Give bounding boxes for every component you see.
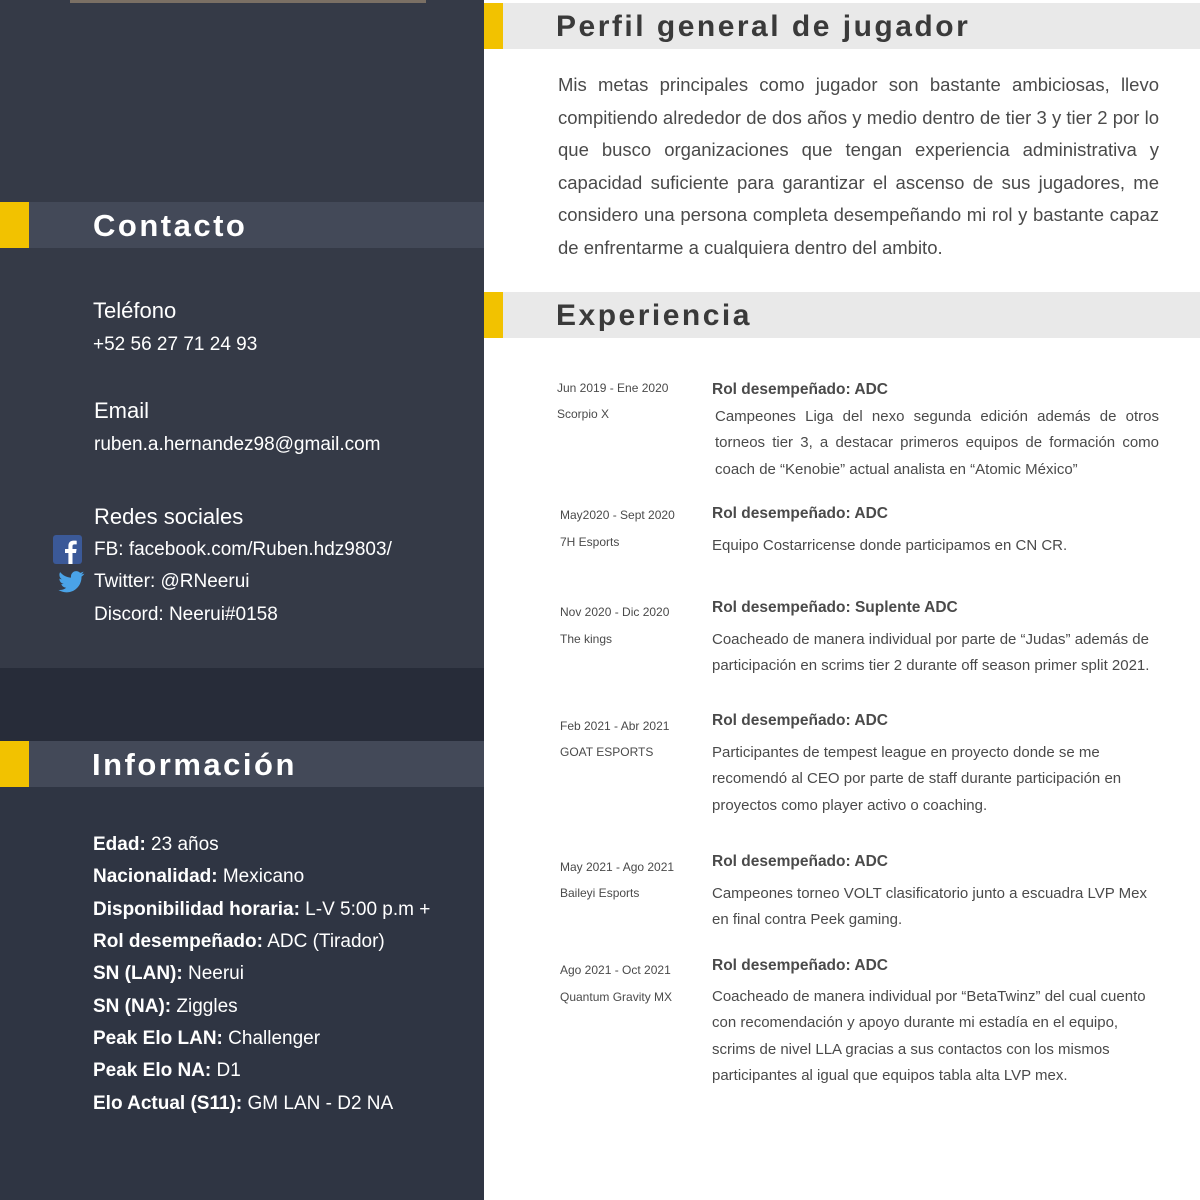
info-row-age [93,833,219,857]
experience-date: May 2021 - Ago 2021 [560,860,675,874]
experience-description: Equipo Costarricense donde participamos en CN CR. [712,537,1068,554]
experience-team: 7H Esports [560,535,620,549]
info-value: D1 [211,1060,241,1081]
info-section-header [0,741,484,787]
info-label: Elo Actual (S11): [93,1093,243,1114]
info-value: Mexicano [217,866,305,887]
contact-title: Contacto [93,208,248,243]
profile-title: Perfil general de jugador [556,10,971,43]
facebook-link[interactable]: FB: facebook.com/Ruben.hdz9803/ [94,539,392,560]
experience-team: Baileyi Esports [560,886,640,900]
experience-role: Rol desempeñado: ADC [712,957,888,974]
info-label: SN (NA): [93,996,172,1017]
twitter-link[interactable]: Twitter: @RNeerui [94,571,250,592]
accent-bar [0,202,29,248]
info-value: Challenger [222,1028,321,1049]
info-row-nationality [93,865,304,889]
profile-photo [70,0,426,3]
accent-bar [484,292,503,338]
info-label: Nacionalidad: [93,866,218,887]
experience-description: Campeones torneo VOLT clasificatorio junto a escuadra LVP Mex en final contra Peek gaming. [712,885,1147,929]
experience-role: Rol desempeñado: ADC [712,712,888,729]
info-value: L-V 5:00 p.m + [299,899,431,920]
info-label: Peak Elo LAN: [93,1028,223,1049]
social-label: Redes sociales [94,504,244,529]
info-row-role [93,930,385,954]
experience-date: Nov 2020 - Dic 2020 [560,605,670,619]
experience-description: Coacheado de manera individual por “BetaTwinz” del cual cuento con recomendación y apoyo durante mi estadía en el equipo, scrims de nivel LLA gracias a sus contactos con los mismos participantes al igual que equipos tabla alta LVP mex. [712,988,1146,1084]
email-value[interactable]: ruben.a.hernandez98@gmail.com [94,434,381,455]
accent-bar [484,3,503,49]
info-row-peak-na [93,1059,241,1083]
facebook-icon[interactable] [53,535,82,564]
experience-description: Campeones Liga del nexo segunda edición además de otros torneos tier 3, a destacar primeros equipos de formación como coach de “Kenobie” actual analista en “Atomic México” [715,408,1159,478]
experience-date: Ago 2021 - Oct 2021 [560,963,671,977]
experience-role: Rol desempeñado: ADC [712,505,888,522]
experience-date: Jun 2019 - Ene 2020 [557,381,669,395]
info-value: Ziggles [171,996,238,1017]
experience-role: Rol desempeñado: ADC [712,853,888,870]
phone-value: +52 56 27 71 24 93 [93,334,258,355]
info-value: GM LAN - D2 NA [242,1093,394,1114]
experience-team: Scorpio X [557,407,610,421]
info-row-sn-lan [93,962,244,986]
experience-role: Rol desempeñado: Suplente ADC [712,599,958,616]
phone-label: Teléfono [93,298,177,323]
experience-date: Feb 2021 - Abr 2021 [560,719,670,733]
experience-title: Experiencia [556,299,752,332]
profile-section-header [484,3,1200,49]
info-row-peak-lan [93,1027,320,1051]
info-label: Edad: [93,834,146,855]
accent-bar [0,741,29,787]
info-value: Neerui [182,963,244,984]
experience-description: Coacheado de manera individual por parte de “Judas” además de participación en scrims tier 2 durante off season primer split 2021. [712,631,1150,675]
discord-handle: Discord: Neerui#0158 [94,604,278,625]
info-title: Información [92,747,297,782]
info-label: SN (LAN): [93,963,183,984]
sidebar-divider-band [0,668,484,742]
info-label: Disponibilidad horaria: [93,899,300,920]
experience-team: The kings [560,632,613,646]
experience-role: Rol desempeñado: ADC [712,381,888,398]
info-label: Peak Elo NA: [93,1060,212,1081]
experience-date: May2020 - Sept 2020 [560,508,675,522]
info-row-sn-na [93,995,238,1019]
info-row-current-elo [93,1092,393,1116]
experience-team: GOAT ESPORTS [560,745,654,759]
experience-description: Participantes de tempest league en proyecto donde se me recomendó al CEO por parte de staff durante participación en proyectos como player activo o coaching. [712,744,1122,814]
contact-section-header [0,202,484,248]
info-row-availability [93,898,430,922]
experience-section-header [484,292,1200,338]
info-value: 23 años [145,834,219,855]
experience-team: Quantum Gravity MX [560,990,673,1004]
info-label: Rol desempeñado: [93,931,263,952]
profile-summary: Mis metas principales como jugador son bastante ambiciosas, llevo compitiendo alrededor de dos años y medio dentro de tier 3 y tier 2 por lo que busco organizaciones que tengan experiencia administrativa y capacidad suficiente para garantizar el ascenso de sus jugadores, me considero una persona completa desempeñando mi rol y bastante capaz de enfrentarme a cualquiera dentro del ambito. [558,74,1159,258]
info-value: ADC (Tirador) [262,931,385,952]
email-label: Email [94,398,150,423]
twitter-icon[interactable] [58,571,85,593]
